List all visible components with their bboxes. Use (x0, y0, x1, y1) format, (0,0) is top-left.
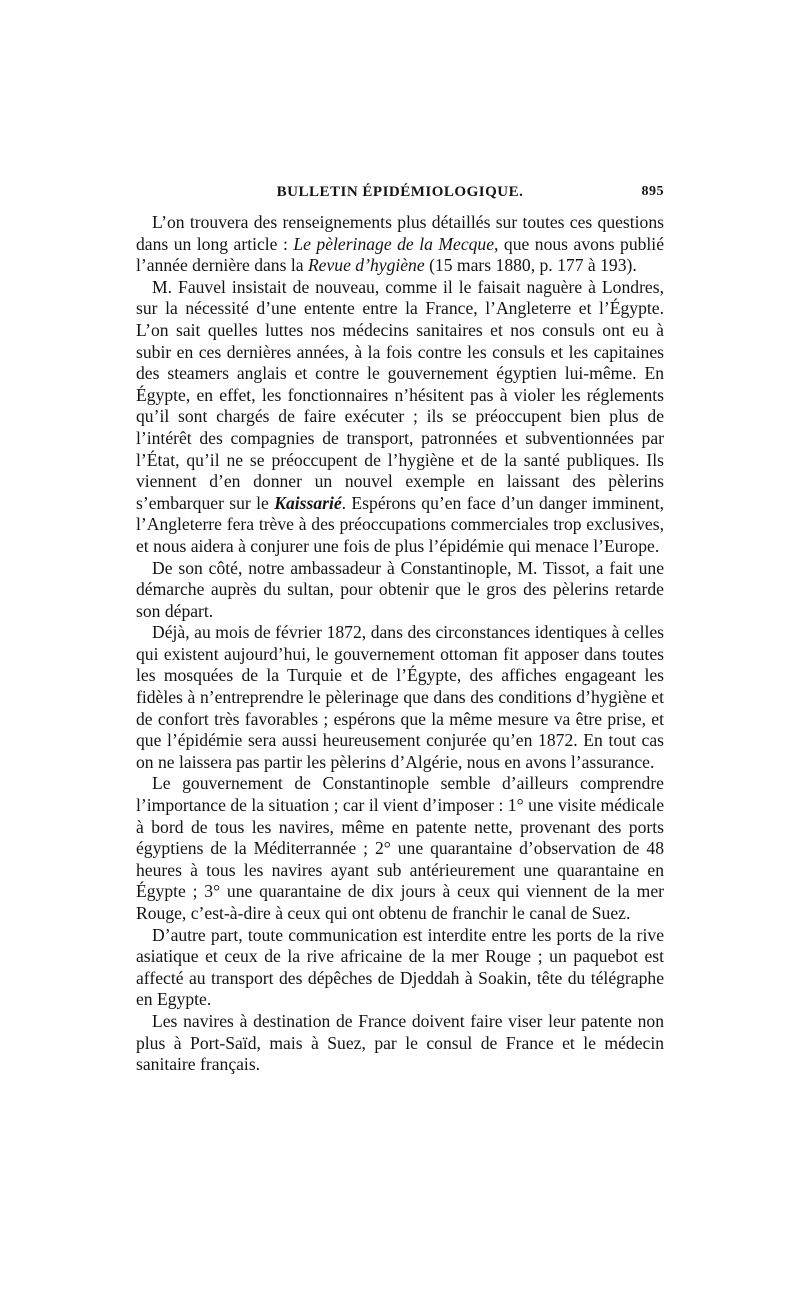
body-text (136, 212, 664, 1076)
journal-title: Revue d’hygiène (307, 255, 425, 276)
running-head (136, 180, 664, 206)
ship-name: Kaissarié (274, 492, 342, 513)
paragraph-text: (15 mars 1880, p. 177 à 193). (424, 255, 637, 276)
paragraph-text: De son côté, notre ambassadeur à Constantinople, M. Tissot, a fait une démarche auprès du sultan, pour obtenir que le gros des pèlerins retarde son départ. (136, 557, 664, 621)
article-title: Le pèlerinage de la Mecque (293, 233, 495, 254)
paragraph-5 (136, 773, 664, 924)
paragraph-text: M. Fauvel insistait de nouveau, comme il le faisait naguère à Londres, sur la nécessité d’une entente entre la France, l’Angleterre et l’Égypte. L’on sait quelles luttes nos médecins sanitaires et nos consuls ont eu à subir en ces dernières années, à la fois contre les consuls et les capitaines des steamers anglais et contre le gouvernement égyptien lui-même. En Égypte, en effet, les fonctionnaires n’hésitent pas à violer les réglements qu’il sont chargés de faire exécuter ; ils se préoccupent bien plus de l’intérêt des compagnies de transport, patronnées et subventionnées par l’État, qu’il ne se préoccupent de l’hygiène et de la santé publiques. Ils viennent d’en donner un nouvel exemple en laissant des pèlerins s’embarquer sur le (136, 276, 664, 513)
book-page (136, 180, 664, 1076)
paragraph-text: L’on trouvera des renseignements plus détaillés sur toutes ces questions dans un long article : (136, 212, 664, 254)
paragraph-2 (136, 277, 664, 558)
paragraph-text: Le gouvernement de Constantinople semble d’ailleurs comprendre l’importance de la situation ; car il vient d’imposer : 1° une visite médicale à bord de tous les navires, même en patente nette, provenant des ports égyptiens de la Méditerrannée ; 2° une quarantaine d’observation de 48 heures à tous les navires ayant sub antérieurement une quarantaine en Égypte ; 3° une quarantaine de dix jours à ceux qui viennent de la mer Rouge, c’est-à-dire à ceux qui ont obtenu de franchir le canal de Suez. (136, 773, 664, 923)
paragraph-text: , que nous avons publié l’année dernière dans la (136, 233, 665, 276)
paragraph-text: Déjà, au mois de février 1872, dans des circonstances identiques à celles qui existent aujourd’hui, le gouvernement ottoman fit apposer dans toutes les mosquées de la Turquie et de l’Égypte, des affiches engageant les fidèles à n’entreprendre le pèlerinage que dans des conditions d’hygiène et de confort très favorables ; espérons que la même mesure va être prise, et que l’épidémie sera aussi heureusement conjurée qu’en 1872. En tout cas on ne laissera pas partir les pèlerins d’Algérie, nous en avons l’assurance. (136, 622, 664, 772)
paragraph-7 (136, 1011, 664, 1076)
running-title: BULLETIN ÉPIDÉMIOLOGIQUE. (276, 184, 524, 200)
page-number: 895 (641, 184, 664, 199)
paragraph-text: D’autre part, toute communication est interdite entre les ports de la rive asiatique et ceux de la rive africaine de la mer Rouge ; un paquebot est affecté au transport des dépêches de Djeddah à Soakin, tête du télégraphe en Egypte. (136, 924, 664, 1010)
paragraph-1 (136, 212, 664, 277)
paragraph-6 (136, 925, 664, 1011)
paragraph-text: Les navires à destination de France doivent faire viser leur patente non plus à Port-Saïd, mais à Suez, par le consul de France et le médecin sanitaire français. (136, 1010, 664, 1075)
paragraph-3 (136, 558, 664, 623)
paragraph-4 (136, 622, 664, 773)
paragraph-text: . Espérons qu’en face d’un danger imminent, l’Angleterre fera trève à des préoccupations commerciales trop exclusives, et nous aidera à conjurer une fois de plus l’épidémie qui menace l’Europe. (136, 492, 664, 556)
